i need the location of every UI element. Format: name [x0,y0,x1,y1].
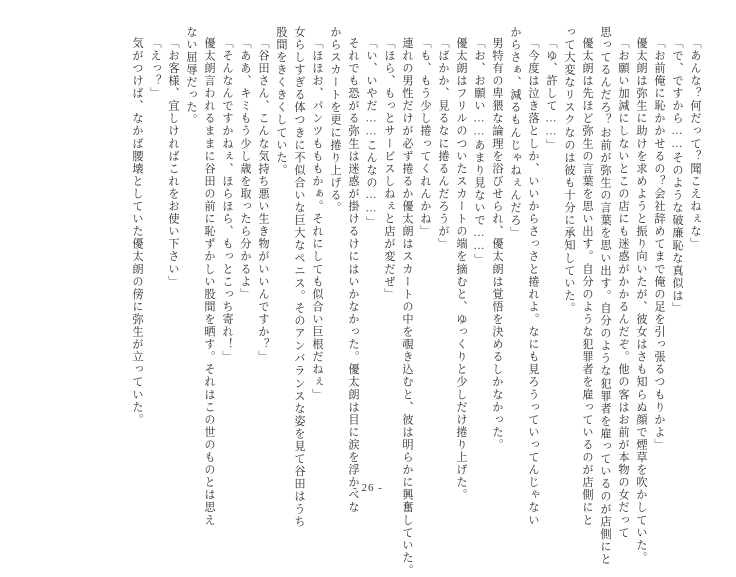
text-line: からさぁ、減るもんじゃねぇんだろ」 [509,26,521,240]
text-line: 「お、お願い……あまり見ないで……」 [473,37,485,267]
text-line: 「えっ？」 [149,37,161,100]
text-line: 「ほら、もっとサービスしねぇと店が変だぜ」 [383,37,395,301]
text-line: 連れの男性だけが必ず捲るか優太朗はスカートの中を覗き込むと、彼は明らかに興奮していた。 [401,37,413,577]
text-line: それでも恐がる弥生は迷惑が掛けるけにはいかなかった。優太朗は目に涙を浮かべな [347,37,359,514]
text-line: 「い、いやだ……こんなの……」 [365,37,377,229]
text-line: 「も、もう少し捲ってくれんかね」 [419,37,431,238]
text-line: 「お願い加減にしないとこの店にも迷惑がかかるんだぞ。他の客はお前が本物の女だって [617,37,629,539]
text-line: 「で、ですから……そのような破廉恥な真似は」 [671,37,683,315]
text-line: 股間をきくきくしていた。 [275,26,287,177]
text-line: 男特有の卑猥な論理を浴びせられ、優太朗は覚悟を決めるしかなかった。 [491,37,503,452]
text-line: からスカートを更に捲り上げる。 [329,26,341,215]
text-line: 「お客様、宜しければこれをお使い下さい」 [167,37,179,288]
text-line: 思ってるんだろ？お前が弥生の言葉を思い出す。自分のような犯罪者を雇っているのが店側にと [599,26,611,566]
text-line: 女らしすぎる体つきに不似合いな巨大なペニス。そのアンバランスな姿を見て谷田はうち [293,26,305,528]
text-line: 気がつけば、なかば腰壊としていた優太朗の傍に弥生が立っていた。 [131,37,143,427]
page-number: - 26 - [353,482,383,494]
text-line: 「あんな？何だって？聞こえねぇな」 [689,37,701,251]
text-line: 「ゆ、許して……」 [545,37,557,152]
text-line: 「そんなんですかねぇ、ほらほら、もっとこっち寄れ！」 [221,37,233,364]
text-line: って大変なリスクなのは彼も十分に承知していた。 [563,26,575,315]
text-line: 優太朗言われるままに谷田の前に恥ずかしい股間を晒す。それはこの世のものとは思え [203,37,215,527]
text-line: 優太朗は先ほど弥生の言葉を思い出す。自分のような犯罪者を雇っているのが店側にと [581,37,593,527]
text-line: ない屈辱だった。 [185,26,197,127]
text-line: 「お前俺に恥かかせるの？会社辞めてまで俺の足を引っ張るつもりかよ」 [653,37,665,452]
text-line: 「ばかか、見るなに捲るんだろうが」 [437,37,449,251]
text-line: 優太朗はフリルのついたスカートの端を摘むと、ゆっくりと少しだけ捲り上げた。 [455,37,467,502]
text-line: 「谷田さん、こんな気持ち悪い生き物がいいんですか？」 [257,37,269,364]
text-line: 「今度は泣き落としか、いいからさっさと捲れよ。なにも見ろうっていってんじゃない [527,37,539,527]
text-line: 「ああ、キミもう少し歳を取ったら分かるよ」 [239,37,251,301]
text-line: 優太朗は弥生に助けを求めようと振り向いたが、彼女はさも知らぬ顔で煙草を吹かしていた。 [635,37,647,565]
text-line: 「ほほお、パンツもももかぁ。それにしても似合い巨根だねぇ」 [311,37,323,401]
